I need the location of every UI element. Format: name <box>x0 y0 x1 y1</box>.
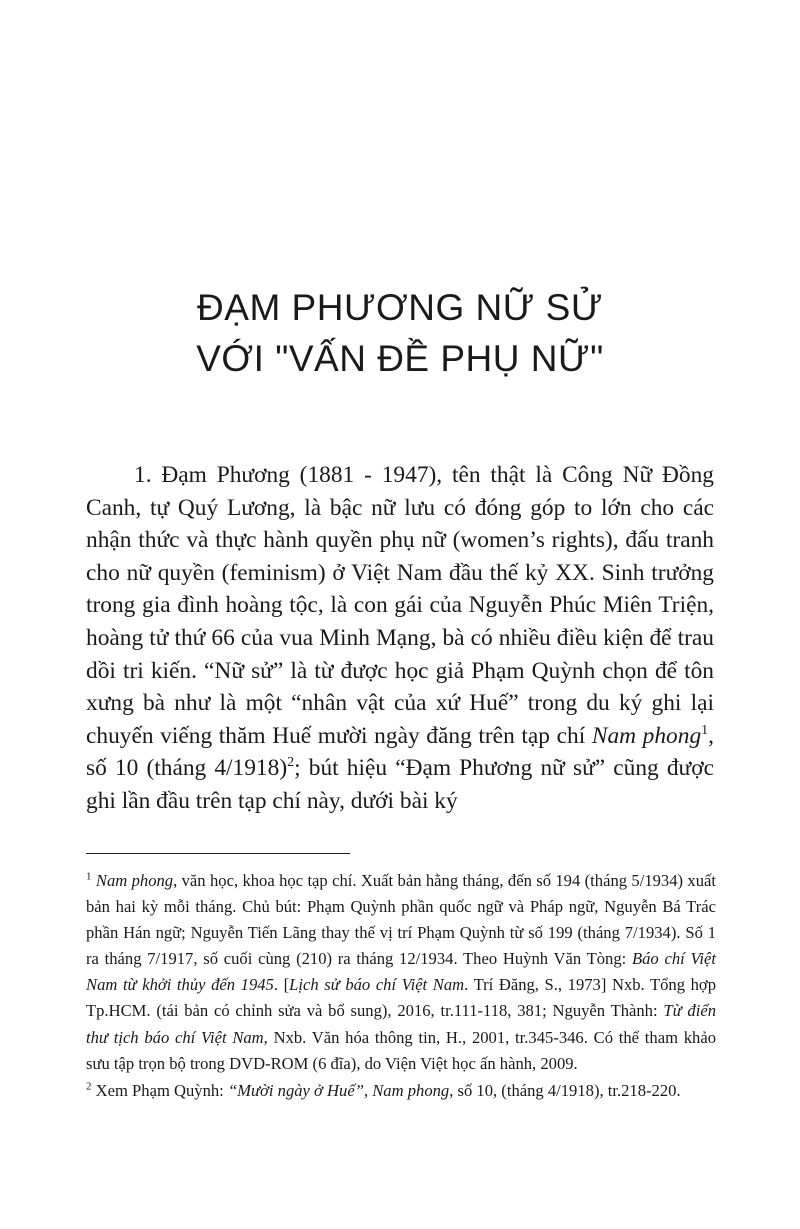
footnote-2-journal-title: Nam phong <box>372 1080 450 1100</box>
footnote-1-book-1: Báo chí Việt Nam từ khởi thủy đến 1945 <box>86 949 716 995</box>
footnote-1-text-d: , Nxb. Văn hóa thông tin, H., 2001, tr.345-346. Có thể tham khảo sưu tập trọn bộ trong DVD-ROM (6 đĩa), do Viện Việt học ấn hành, 2009. <box>86 1027 716 1073</box>
footnote-1-journal-title: Nam phong <box>95 871 174 890</box>
footnote-2-article-title: “Mười ngày ở Huế” <box>227 1080 364 1100</box>
footnote-1-book-2: Lịch sử báo chí Việt Nam <box>289 975 465 995</box>
footnote-1-number: 1 <box>86 870 92 883</box>
journal-title-nam-phong: Nam phong <box>591 722 702 749</box>
footnote-1-text-a: , văn học, khoa học tạp chí. Xuất bản hằng tháng, đến số 194 (tháng 5/1934) xuất bản hai kỳ mỗi tháng. Chủ bút: Phạm Quỳnh phần quốc ngữ và Pháp ngữ, Nguyễn Bá Trác phần Hán ngữ; Nguyễn Tiến Lãng thay thế vị trí Phạm Quỳnh từ số 199 (tháng 7/1934). Số 1 ra tháng 7/1917, số cuối cùng (210) ra tháng 12/1934. Theo Huỳnh Văn Tòng: <box>86 871 716 969</box>
footnote-2-text-c: , số 10, (tháng 4/1918), tr.218-220. <box>449 1080 681 1100</box>
footnotes <box>86 868 716 1104</box>
body-text-part-3: ; bút hiệu “Đạm Phương nữ sử” cũng được ghi lần đầu trên tạp chí này, dưới bài ký <box>86 755 714 814</box>
body-text-part-1: 1. Đạm Phương (1881 - 1947), tên thật là Công Nữ Đồng Canh, tự Quý Lương, là bậc nữ lưu có đóng góp to lớn cho các nhận thức và thực hành quyền phụ nữ (women’s rights), đấu tranh cho nữ quyền (feminism) ở Việt Nam đầu thế kỷ XX. Sinh trưởng trong gia đình hoàng tộc, là con gái của Nguyễn Phúc Miên Triện, hoàng tử thứ 66 của vua Minh Mạng, bà có nhiều điều kiện để trau dồi tri kiến. “Nữ sử” là từ được học giả Phạm Quỳnh chọn để tôn xưng bà như là một “nhân vật của xứ Huế” trong du ký ghi lại chuyến viếng thăm Huế mười ngày đăng trên tạp chí <box>86 462 714 749</box>
chapter-title-line-2: VỚI "VẤN ĐỀ PHỤ NỮ" <box>196 338 604 379</box>
footnote-ref-2: 2 <box>287 755 295 771</box>
footnote-1-book-3: Từ điển thư tịch báo chí Việt Nam <box>86 1001 716 1047</box>
footnote-2-text-b: , <box>363 1080 373 1100</box>
footnote-1-text-b: . [ <box>273 975 290 995</box>
footnote-2 <box>86 1078 716 1104</box>
footnote-1 <box>86 868 716 1077</box>
body-paragraph <box>86 459 714 818</box>
footnote-2-text-a: Xem Phạm Quỳnh: <box>91 1080 228 1100</box>
footnote-ref-1: 1 <box>701 722 709 738</box>
footnote-2-number: 2 <box>86 1080 92 1093</box>
footnote-separator <box>86 853 350 854</box>
chapter-title-line-1: ĐẠM PHƯƠNG NỮ SỬ <box>197 287 603 328</box>
footnote-1-text-c: . Trí Đăng, S., 1973] Nxb. Tổng hợp Tp.HCM. (tái bản có chỉnh sửa và bổ sung), 2016, tr.111-118, 381; Nguyễn Thành: <box>86 975 716 1021</box>
body-text-part-2: , số 10 (tháng 4/1918) <box>86 722 715 782</box>
